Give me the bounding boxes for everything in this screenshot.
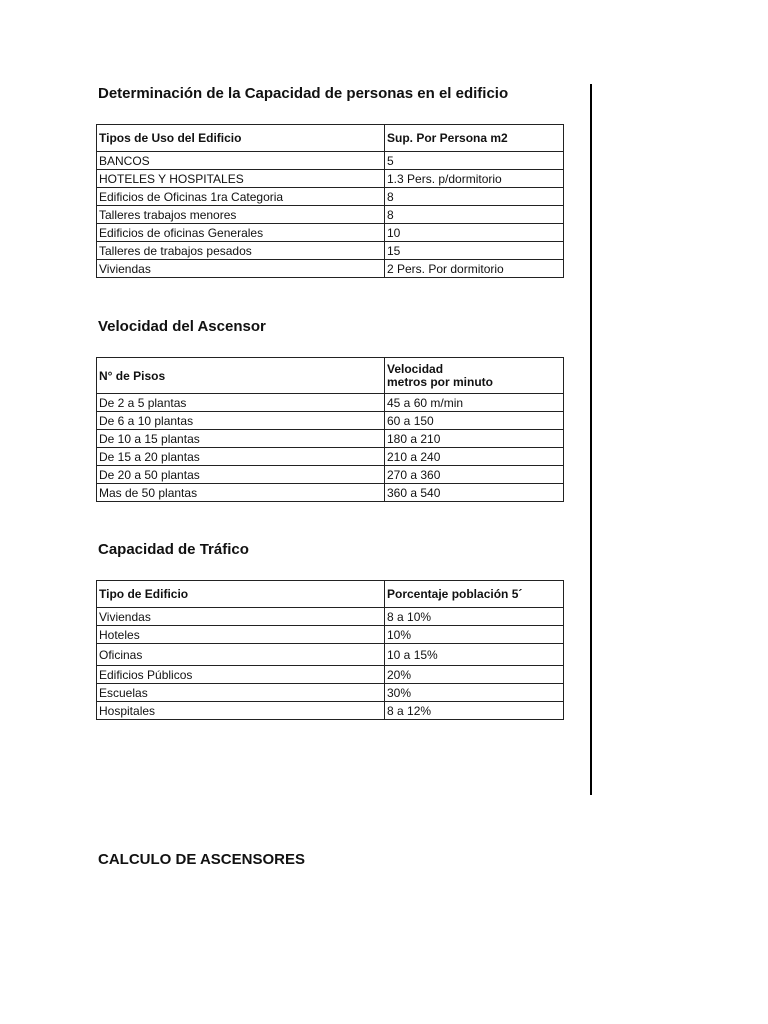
table-cell: 8 [385,206,564,224]
header-cell: N° de Pisos [97,358,385,394]
table-cell: Oficinas [97,644,385,666]
table-cell: Viviendas [97,260,385,278]
table-cell: Edificios de oficinas Generales [97,224,385,242]
header-cell: Sup. Por Persona m2 [385,125,564,152]
table-cell: De 10 a 15 plantas [97,430,385,448]
table-row [97,702,564,720]
table-header-row [97,581,564,608]
table-cell: Hoteles [97,626,385,644]
table-cell: 10 [385,224,564,242]
capacity-table [96,124,564,278]
table-row [97,260,564,278]
table-cell: Escuelas [97,684,385,702]
elevator-calculation-title: CALCULO DE ASCENSORES [98,851,305,868]
table-cell: Edificios de Oficinas 1ra Categoria [97,188,385,206]
table-header-row [97,125,564,152]
table-cell: 180 a 210 [385,430,564,448]
table-row [97,608,564,626]
table-cell: 360 a 540 [385,484,564,502]
table-cell: Talleres trabajos menores [97,206,385,224]
table-cell: 15 [385,242,564,260]
table-cell: Talleres de trabajos pesados [97,242,385,260]
table-row [97,484,564,502]
table-cell: HOTELES Y HOSPITALES [97,170,385,188]
table-cell: 60 a 150 [385,412,564,430]
elevator-speed-table [96,357,564,502]
table-row [97,466,564,484]
table-cell: 2 Pers. Por dormitorio [385,260,564,278]
table-cell: Hospitales [97,702,385,720]
table-cell: 1.3 Pers. p/dormitorio [385,170,564,188]
table-row [97,644,564,666]
table-cell: Mas de 50 plantas [97,484,385,502]
table-row [97,394,564,412]
table-cell: De 20 a 50 plantas [97,466,385,484]
table-cell: 10 a 15% [385,644,564,666]
table-row [97,666,564,684]
capacity-title: Determinación de la Capacidad de personas en el edificio [98,85,509,102]
header-cell: Porcentaje población 5´ [385,581,564,608]
table-row [97,448,564,466]
table-cell: Viviendas [97,608,385,626]
header-cell: Tipos de Uso del Edificio [97,125,385,152]
table-cell: 8 a 12% [385,702,564,720]
table-cell: 20% [385,666,564,684]
table-cell: De 15 a 20 plantas [97,448,385,466]
header-line: Velocidad [387,361,444,376]
elevator-speed-title: Velocidad del Ascensor [98,318,266,335]
table-cell: 45 a 60 m/min [385,394,564,412]
table-row [97,152,564,170]
table-cell: 210 a 240 [385,448,564,466]
traffic-capacity-table [96,580,564,720]
traffic-capacity-title: Capacidad de Tráfico [98,541,249,558]
table-row [97,626,564,644]
table-row [97,412,564,430]
table-cell: 8 [385,188,564,206]
table-cell: 30% [385,684,564,702]
table-cell: Edificios Públicos [97,666,385,684]
table-row [97,206,564,224]
table-row [97,224,564,242]
table-cell: 8 a 10% [385,608,564,626]
table-row [97,188,564,206]
header-cell [385,358,564,394]
page-divider-line [590,84,592,795]
table-cell: 5 [385,152,564,170]
table-header-row [97,358,564,394]
table-row [97,684,564,702]
table-row [97,242,564,260]
table-cell: De 6 a 10 plantas [97,412,385,430]
table-row [97,430,564,448]
table-cell: BANCOS [97,152,385,170]
table-cell: 270 a 360 [385,466,564,484]
header-subline: metros por minuto [387,374,494,389]
table-cell: De 2 a 5 plantas [97,394,385,412]
table-row [97,170,564,188]
table-cell: 10% [385,626,564,644]
header-cell: Tipo de Edificio [97,581,385,608]
